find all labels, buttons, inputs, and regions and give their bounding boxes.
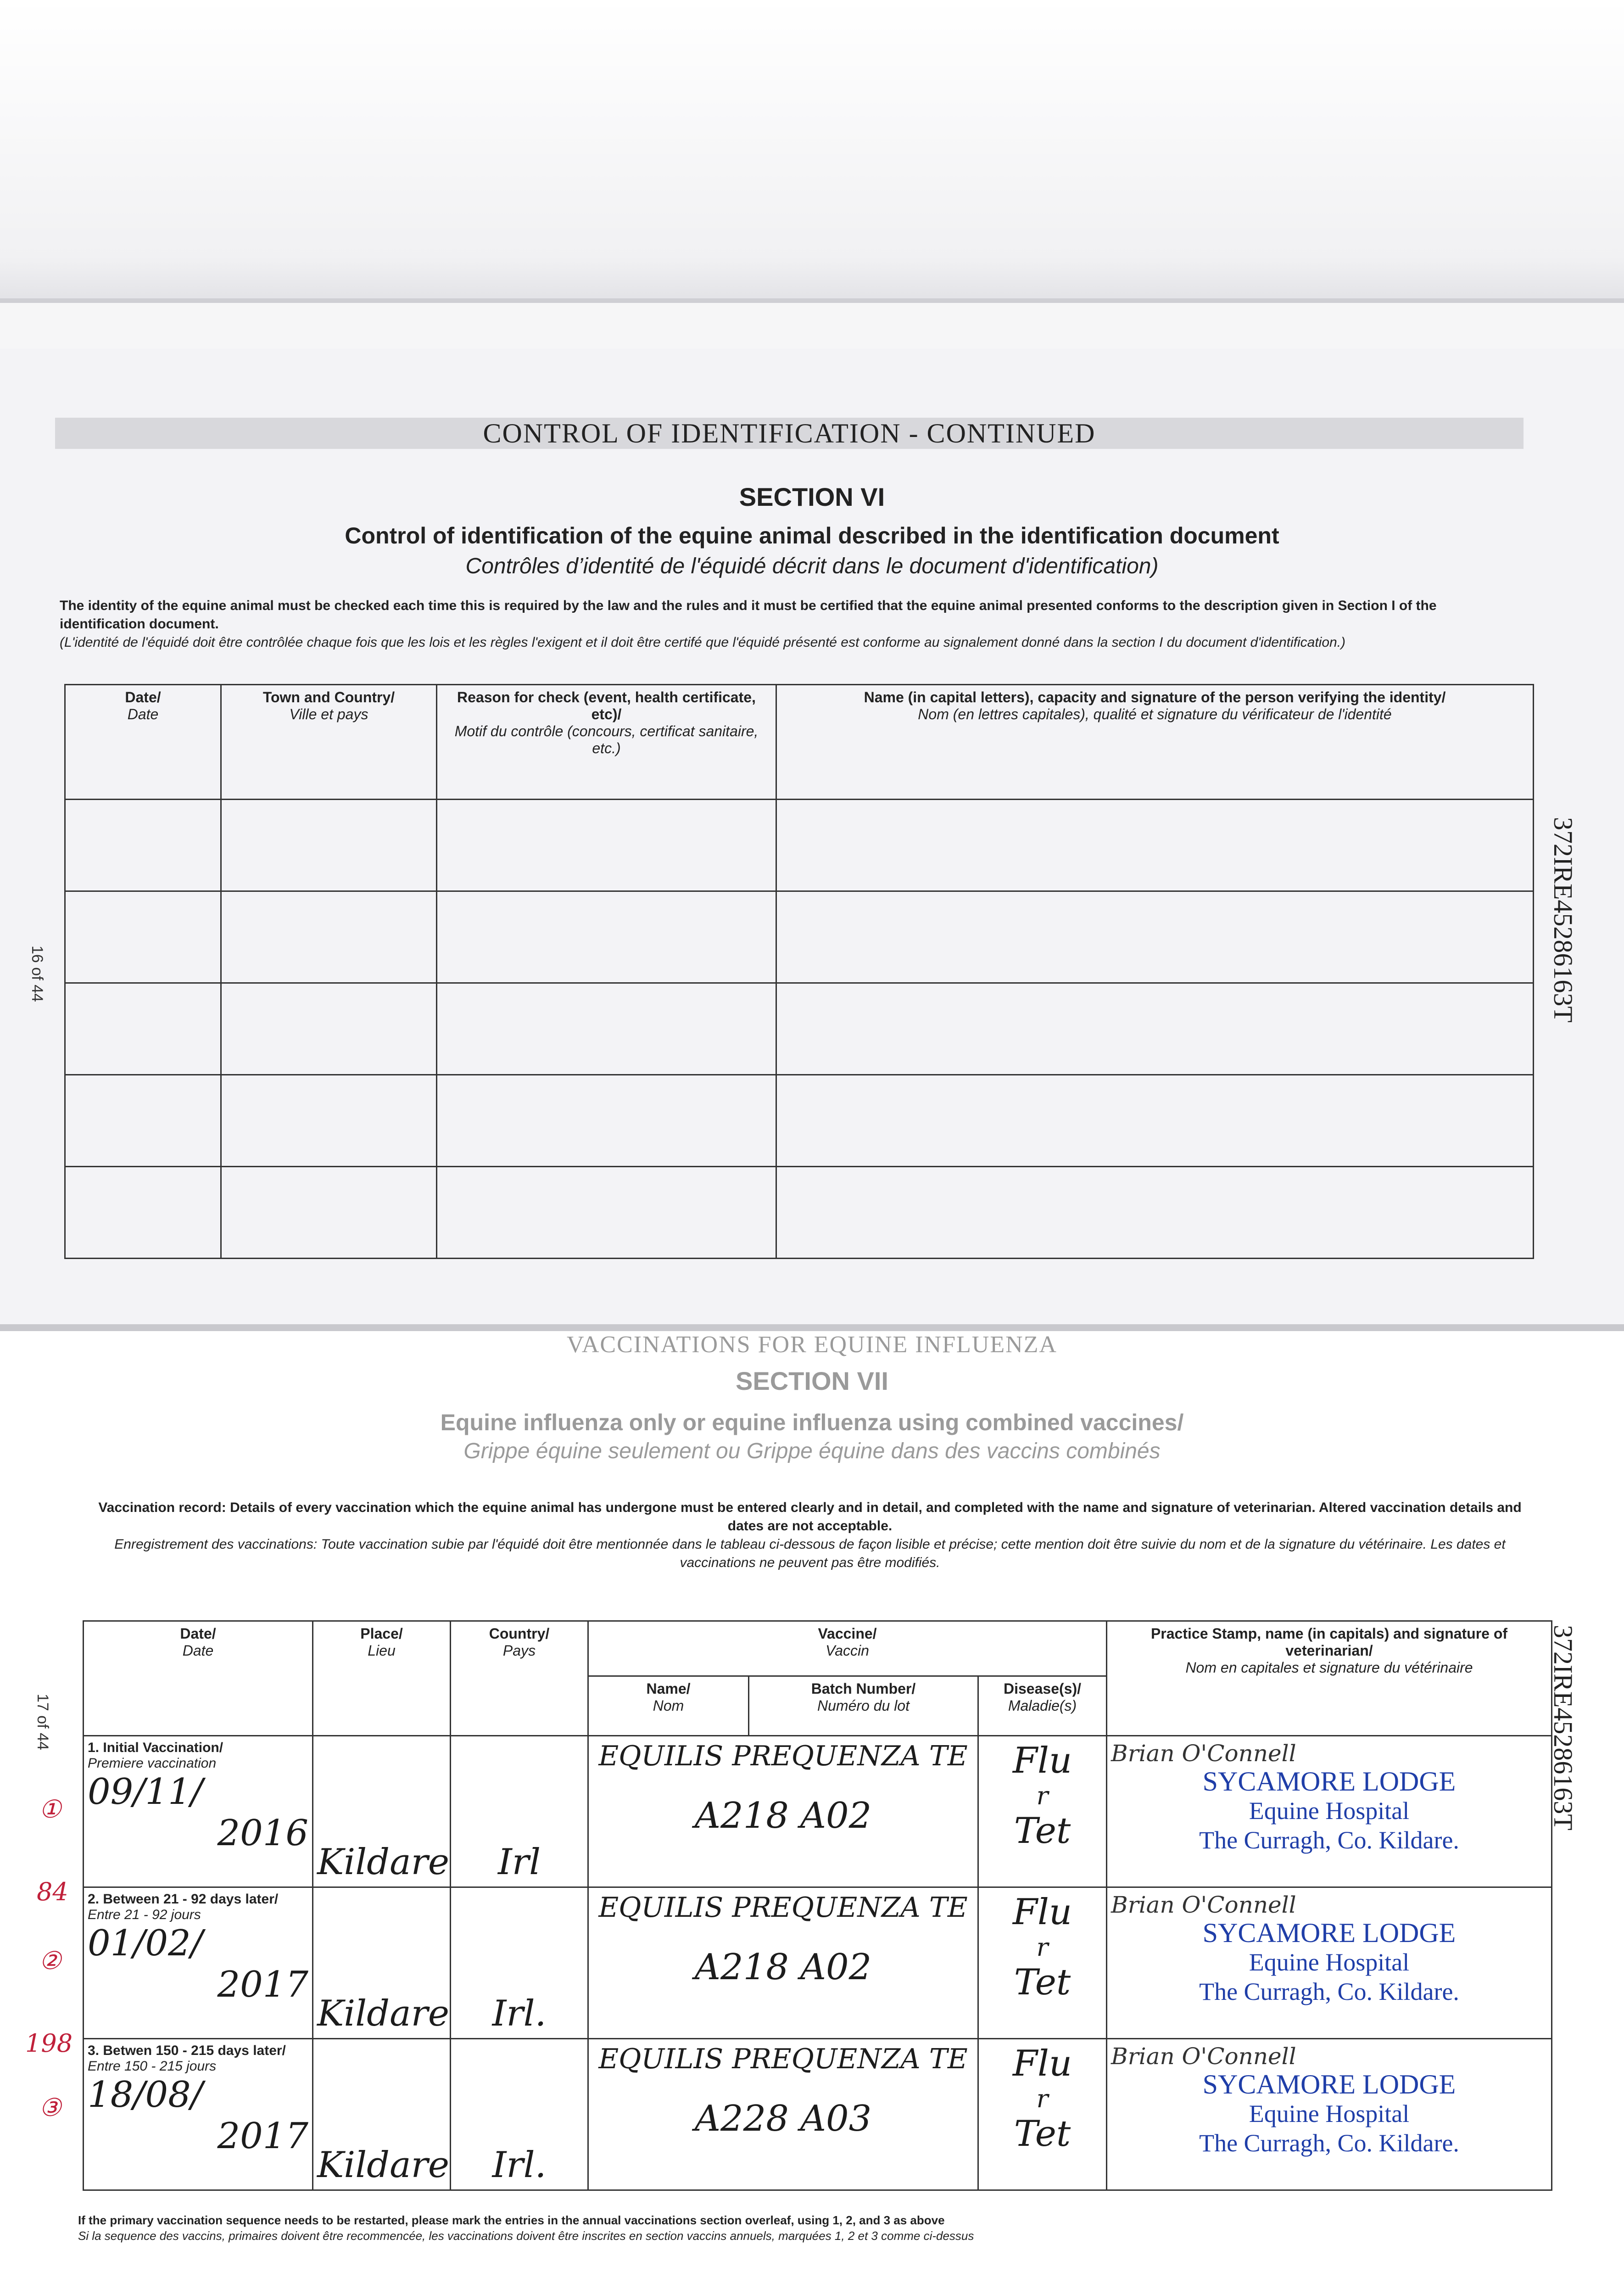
section-title: SECTION VII [736, 1366, 888, 1395]
header-disease: Disease(s)/ Maladie(s) [978, 1676, 1107, 1736]
vet-signature: Brian O'Connell [1111, 1740, 1296, 1767]
document-title: Control of identification of the equine animal described in the identification document [345, 523, 1279, 549]
margin-gap-2: 84 [37, 1877, 68, 1906]
vaccine-title: Equine influenza only or equine influenza using combined vaccines/ [440, 1410, 1184, 1435]
table-header-row [65, 685, 1534, 800]
cell-disease: Flu r Tet [978, 2039, 1107, 2190]
document-title-fr: Contrôles d’identité de l'équidé décrit dans le document d'identification) [465, 554, 1159, 578]
page-divider [0, 1324, 1624, 1332]
blank-upper-area [0, 0, 1624, 303]
page-number: 17 of 44 [34, 1694, 51, 1750]
cell-vaccine: EQUILIS PREQUENZA TE A218 A02 [588, 1736, 978, 1887]
vet-signature: Brian O'Connell [1111, 2043, 1296, 2070]
cell-date: 3. Betwen 150 - 215 days later/ Entre 150 - 215 jours 18/08/ 2017 [84, 2039, 313, 2190]
margin-note-1: ① [39, 1795, 61, 1824]
page-section-vii [0, 1331, 1624, 2295]
table-row [84, 1736, 1552, 1887]
cell-vaccine: EQUILIS PREQUENZA TE A228 A03 [588, 2039, 978, 2190]
intro-en: The identity of the equine animal must be checked each time this is required by the law and the rules and it must be certified that the equine animal presented conforms to the description given in Section I of the identification document. [60, 598, 1437, 632]
vaccine-title-fr: Grippe équine seulement ou Grippe équine dans des vaccins combinés [463, 1439, 1161, 1463]
passport-serial: 372IRE45286163T [1548, 817, 1578, 1023]
practice-stamp: SYCAMORE LODGE Equine Hospital The Curragh, Co. Kildare. [1199, 2069, 1459, 2157]
header-batch-number: Batch Number/ Numéro du lot [749, 1676, 978, 1736]
header-verifier: Name (in capital letters), capacity and signature of the person verifying the identity/ Nom (en lettres capitales), qualité et signature du vérificateur de l'identité [776, 685, 1534, 800]
cell-date: 2. Between 21 - 92 days later/ Entre 21 - 92 jours 01/02/ 2017 [84, 1887, 313, 2039]
cell-country: Irl [451, 1736, 588, 1887]
header-reason: Reason for check (event, health certificate, etc)/ Motif du contrôle (concours, certificat sanitaire, etc.) [437, 685, 776, 800]
page-fold [0, 298, 1624, 303]
practice-stamp: SYCAMORE LODGE Equine Hospital The Curragh, Co. Kildare. [1199, 1918, 1459, 2005]
footer-note: If the primary vaccination sequence needs to be restarted, please mark the entries in the annual vaccinations section overleaf, using 1, 2, and 3 as above Si la sequence des vaccins, primaires doivent être recommencée, les vaccinations doivent être inscrites en section vaccins annuels, marquées 1, 2 et 3 comme ci-dessus [78, 2213, 974, 2243]
page-section-vi [0, 349, 1624, 1327]
header-place: Place/ Lieu [313, 1621, 451, 1736]
table-row [65, 1075, 1534, 1167]
table-row [65, 891, 1534, 983]
cell-date: 1. Initial Vaccination/ Premiere vaccination 09/11/ 2016 [84, 1736, 313, 1887]
section-banner: VACCINATIONS FOR EQUINE INFLUENZA [567, 1332, 1057, 1358]
table-row [84, 1887, 1552, 2039]
table-row [65, 1167, 1534, 1259]
cell-place: Kildare [313, 1736, 451, 1887]
cell-place: Kildare [313, 1887, 451, 2039]
header-country: Country/ Pays [451, 1621, 588, 1736]
intro-text [60, 597, 1505, 652]
table-header-row [84, 1621, 1552, 1676]
intro-fr: (L'identité de l'équidé doit être contrôlée chaque fois que les lois et les règles l'exigent et il doit être certifé que l'équidé présenté est conforme au signalement donné dans la section I du document d'identification.) [60, 635, 1346, 650]
cell-vaccine: EQUILIS PREQUENZA TE A218 A02 [588, 1887, 978, 2039]
margin-gap-3: 198 [25, 2029, 73, 2058]
cell-practice-stamp [1107, 1736, 1552, 1887]
section-banner: CONTROL OF IDENTIFICATION - CONTINUED [55, 418, 1524, 449]
header-vaccine: Vaccine/ Vaccin [588, 1621, 1107, 1676]
practice-stamp: SYCAMORE LODGE Equine Hospital The Curragh, Co. Kildare. [1199, 1766, 1459, 1854]
cell-practice-stamp [1107, 2039, 1552, 2190]
table-row [65, 983, 1534, 1075]
passport-serial: 372IRE45286163T [1548, 1625, 1578, 1830]
vet-signature: Brian O'Connell [1111, 1892, 1296, 1918]
header-date: Date/ Date [65, 685, 221, 800]
vaccination-table [83, 1620, 1552, 2191]
section-title: SECTION VI [739, 482, 885, 511]
cell-practice-stamp [1107, 1887, 1552, 2039]
identity-check-table [64, 684, 1534, 1259]
cell-disease: Flu r Tet [978, 1736, 1107, 1887]
table-row [65, 800, 1534, 891]
record-text [87, 1499, 1533, 1572]
cell-country: Irl. [451, 1887, 588, 2039]
header-vaccine-name: Name/ Nom [588, 1676, 749, 1736]
header-town-country: Town and Country/ Ville et pays [221, 685, 437, 800]
record-fr: Enregistrement des vaccinations: Toute vaccination subie par l'équidé doit être mentionnée dans le tableau ci-dessous de façon lisible et précise; cette mention doit être suivie du nom et de la signature du vétérinaire. Les dates et vaccinations ne peuvent pas être modifiés. [114, 1537, 1506, 1570]
cell-place: Kildare [313, 2039, 451, 2190]
page-number: 16 of 44 [28, 946, 46, 1002]
cell-country: Irl. [451, 2039, 588, 2190]
record-en: Vaccination record: Details of every vaccination which the equine animal has undergone must be entered clearly and in detail, and completed with the name and signature of veterinarian. Altered vaccination details and dates are not acceptable. [98, 1500, 1522, 1534]
table-row [84, 2039, 1552, 2190]
margin-note-3: ③ [39, 2093, 61, 2122]
margin-note-2: ② [39, 1946, 61, 1975]
header-date: Date/ Date [84, 1621, 313, 1736]
cell-disease: Flu r Tet [978, 1887, 1107, 2039]
header-practice-stamp: Practice Stamp, name (in capitals) and signature of veterinarian/ Nom en capitales et signature du vétérinaire [1107, 1621, 1552, 1736]
